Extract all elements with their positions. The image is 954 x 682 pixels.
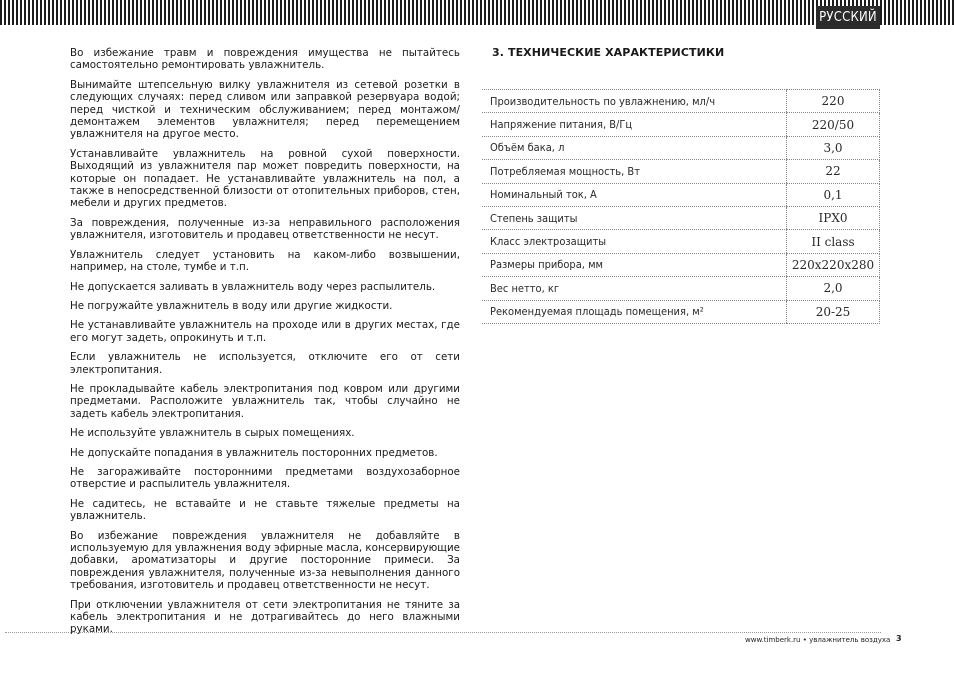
safety-instructions [70, 47, 460, 643]
paragraph: Не устанавливайте увлажнитель на проходе или в других местах, где его могут задеть, опрокинуть и т.п. [70, 319, 460, 344]
table-row [482, 253, 880, 276]
paragraph: Увлажнитель следует установить на каком-либо возвышении, например, на столе, тумбе и т.п. [70, 248, 460, 274]
spec-value: 22 [787, 160, 880, 183]
paragraph: При отключении увлажнителя от сети электропитания не тяните за кабель электропитания и не дотрагивайтесь до него влажными руками. [70, 598, 460, 636]
spec-value: 2,0 [787, 277, 880, 300]
paragraph: Если увлажнитель не используется, отключите его от сети электропитания. [70, 351, 460, 376]
table-row [482, 90, 880, 113]
spec-table [482, 89, 880, 324]
table-row [482, 183, 880, 206]
paragraph: За повреждения, полученные из-за неправильного расположения увлажнителя, изготовитель и продавец ответственности не несут. [70, 216, 460, 242]
spec-label: Объём бака, л [482, 136, 787, 159]
header-stripe-bar [0, 0, 954, 25]
spec-value: II class [787, 230, 880, 253]
paragraph: Во избежание повреждения увлажнителя не добавляйте в используемую для увлажнения воду эфирные масла, консервирующие добавки, ароматизаторы и другие посторонние примеси. За повреждения увлажнителя, полученные из-за невыполнения данного требования, изготовитель и продавец ответственности не несут. [70, 529, 460, 592]
page-number: 3 [896, 634, 902, 643]
table-row [482, 113, 880, 136]
spec-label: Потребляемая мощность, Вт [482, 160, 787, 183]
paragraph: Вынимайте штепсельную вилку увлажнителя из сетевой розетки в следующих случаях: перед сливом или заправкой резервуара водой; перед чисткой и техническим обслуживанием; перед монтажом/демонтажем элементов увлажнителя; перед перемещением увлажнителя на другое место. [70, 78, 460, 141]
spec-value: 20-25 [787, 300, 880, 323]
paragraph: Не загораживайте посторонними предметами воздухозаборное отверстие и распылитель увлажнителя. [70, 465, 460, 491]
spec-label: Вес нетто, кг [482, 277, 787, 300]
spec-value: IPX0 [787, 206, 880, 229]
spec-value: 220/50 [787, 113, 880, 136]
table-row [482, 160, 880, 183]
spec-value: 0,1 [787, 183, 880, 206]
paragraph: Не допускается заливать в увлажнитель воду через распылитель. [70, 280, 436, 293]
table-row [482, 136, 880, 159]
paragraph: Во избежание травм и повреждения имущества не пытайтесь самостоятельно ремонтировать увлажнитель. [70, 47, 460, 72]
spec-label: Степень защиты [482, 206, 787, 229]
table-row [482, 277, 880, 300]
table-row [482, 206, 880, 229]
table-row [482, 230, 880, 253]
paragraph: Не прокладывайте кабель электропитания под ковром или другими предметами. Расположите увлажнитель так, чтобы случайно не задеть кабель электропитания. [70, 382, 460, 420]
paragraph: Не используйте увлажнитель в сырых помещениях. [70, 427, 355, 440]
section-title: 3. ТЕХНИЧЕСКИЕ ХАРАКТЕРИСТИКИ [492, 46, 725, 59]
spec-label: Размеры прибора, мм [482, 253, 787, 276]
spec-label: Номинальный ток, А [482, 183, 787, 206]
spec-value: 3,0 [787, 136, 880, 159]
footer-url: www.timberk.ru • увлажнитель воздуха [745, 636, 891, 644]
paragraph: Не погружайте увлажнитель в воду или другие жидкости. [70, 299, 393, 312]
spec-label: Рекомендуемая площадь помещения, м² [482, 300, 787, 323]
footer-divider [5, 632, 881, 633]
paragraph: Устанавливайте увлажнитель на ровной сухой поверхности. Выходящий из увлажнителя пар может повредить поверхности, на которые он попадает. Не устанавливайте увлажнитель на пол, а также в непосредственной близости от отопительных приборов, стен, мебели и других предметов. [70, 147, 460, 210]
spec-label: Напряжение питания, В/Гц [482, 113, 787, 136]
table-row [482, 300, 880, 323]
spec-label: Класс электрозащиты [482, 230, 787, 253]
spec-value: 220x220x280 [787, 253, 880, 276]
paragraph: Не садитесь, не вставайте и не ставьте тяжелые предметы на увлажнитель. [70, 497, 460, 523]
spec-value: 220 [787, 90, 880, 113]
spec-label: Производительность по увлажнению, мл/ч [482, 90, 787, 113]
paragraph: Не допускайте попадания в увлажнитель посторонних предметов. [70, 446, 438, 459]
language-label: РУССКИЙ [816, 6, 880, 29]
